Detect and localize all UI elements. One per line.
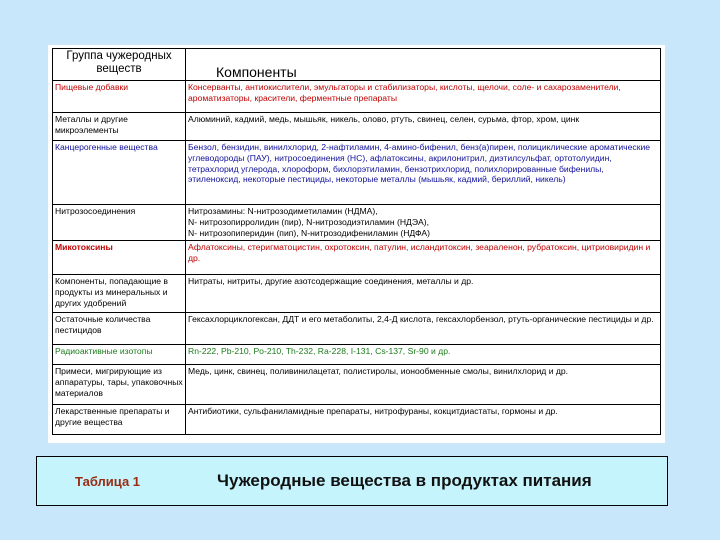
table-row: [53, 365, 661, 405]
components-line: N- нитрозопирролидин (пир), N-нитрозодиэтиламин (НДЭА),: [188, 216, 429, 227]
group-cell: Микотоксины: [53, 241, 186, 275]
table-sheet: [48, 45, 665, 443]
components-cell: Гексахлорциклогексан, ДДТ и его метаболиты, 2,4-Д кислота, гексахлорбензол, ртуть-органические пестициды и др.: [186, 313, 661, 345]
table-row: [53, 241, 661, 275]
table-row: [53, 113, 661, 141]
group-cell: Примеси, мигрирующие из аппаратуры, тары, упаковочных материалов: [53, 365, 186, 405]
components-cell: Афлатоксины, стеригматоцистин, охротоксин, патулин, исландитоксин, зеараленон, рубратоксин, цитриовиридин и др.: [186, 241, 661, 275]
table-header-row: [53, 49, 661, 81]
table-row: [53, 405, 661, 435]
table-title: Чужеродные вещества в продуктах питания: [217, 471, 592, 490]
header-components: Компоненты: [186, 49, 661, 81]
table-row: [53, 205, 661, 241]
components-cell: Алюминий, кадмий, медь, мышьяк, никель, олово, ртуть, свинец, селен, сурьма, фтор, хром, цинк: [186, 113, 661, 141]
table-row: [53, 345, 661, 365]
group-cell: Металлы и другие микроэлементы: [53, 113, 186, 141]
components-cell: Нитраты, нитриты, другие азотсодержащие соединения, металлы и др.: [186, 275, 661, 313]
components-cell: Бензол, бензидин, винилхлорид, 2-нафтиламин, 4-амино-бифенил, бенз(а)пирен, полициклические ароматические углеводороды (ПАУ), нитросоединения (НС), афлатоксины, акрилонитрил, диэтилсульфат, ортотолуидин, тетрахлорид углерода, хлороформ, бихлорэтиламин, бензотрихлорид, полихлорированные бифенилы, этиленоксид, некоторые пестициды, некоторые металлы (мышьяк, кадмий, бериллий, никель): [186, 141, 661, 205]
caption-box: [36, 456, 668, 506]
table-row: [53, 313, 661, 345]
group-cell: Лекарственные препараты и другие вещества: [53, 405, 186, 435]
group-cell: Канцерогенные вещества: [53, 141, 186, 205]
components-cell: Медь, цинк, свинец, поливинилацетат, полистиролы, ионообменные смолы, винилхлорид и др.: [186, 365, 661, 405]
components-line: Нитрозамины: N-нитрозодиметиламин (НДМА),: [188, 206, 378, 216]
group-cell: Радиоактивные изотопы: [53, 345, 186, 365]
components-cell: Консерванты, антиокислители, эмульгаторы и стабилизаторы, кислоты, щелочи, соле- и сахарозаменители, ароматизаторы, красители, ферментные препараты: [186, 81, 661, 113]
table-row: [53, 81, 661, 113]
group-cell: Остаточные количества пестицидов: [53, 313, 186, 345]
header-group: Группа чужеродных веществ: [53, 49, 186, 81]
group-cell: Компоненты, попадающие в продукты из минеральных и других удобрений: [53, 275, 186, 313]
group-cell: Нитрозосоединения: [53, 205, 186, 241]
table-row: [53, 275, 661, 313]
group-cell: Пищевые добавки: [53, 81, 186, 113]
foreign-substances-table: [52, 48, 661, 435]
components-cell: Антибиотики, сульфаниламидные препараты, нитрофураны, кокцитдиастаты, гормоны и др.: [186, 405, 661, 435]
components-cell: [186, 205, 661, 241]
components-line: N- нитрозопиперидин (пип), N-нитрозодифениламин (НДФА): [188, 227, 430, 238]
table-row: [53, 141, 661, 205]
components-cell: Rn-222, Pb-210, Po-210, Th-232, Ra-228, I-131, Cs-137, Sr-90 и др.: [186, 345, 661, 365]
table-number: Таблица 1: [75, 474, 141, 489]
